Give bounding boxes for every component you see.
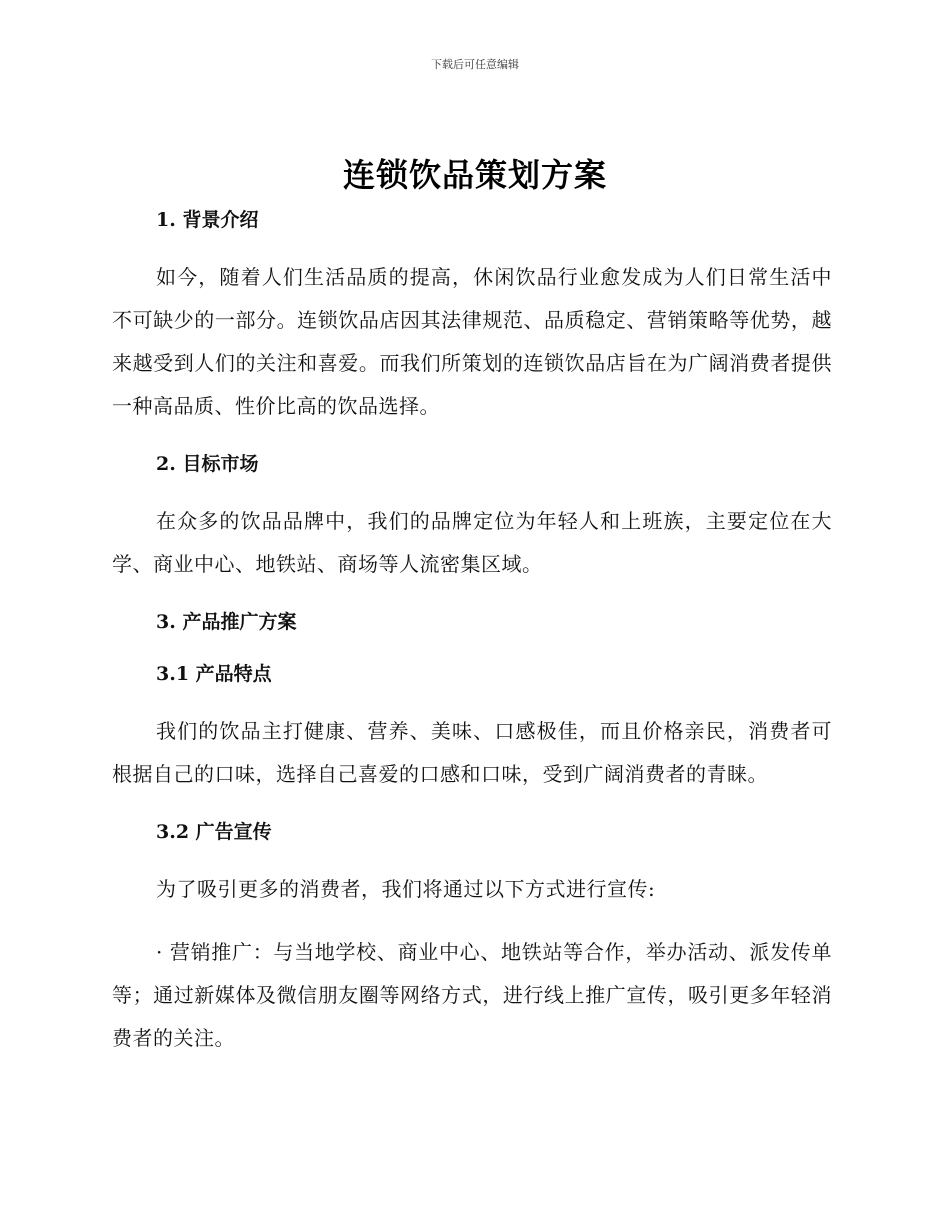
subsection-heading-advertising: 3.2 广告宣传 [156,821,272,843]
section-heading-background: 1. 背景介绍 [156,209,259,231]
subsection-heading-product-features: 3.1 产品特点 [156,663,272,685]
page-header-note: 下载后可任意编辑 [431,58,519,71]
paragraph-product-features: 我们的饮品主打健康、营养、美味、口感极佳，而且价格亲民，消费者可根据自己的口味，选择自己喜爱的口感和口味，受到广阔消费者的青睐。 [112,719,832,786]
section-heading-target-market: 2. 目标市场 [156,453,259,475]
paragraph-target-market: 在众多的饮品品牌中，我们的品牌定位为年轻人和上班族，主要定位在大学、商业中心、地铁站、商场等人流密集区域。 [112,509,832,576]
paragraph-advertising-intro: 为了吸引更多的消费者，我们将通过以下方式进行宣传: [156,877,656,901]
paragraph-background: 如今，随着人们生活品质的提高，休闲饮品行业愈发成为人们日常生活中不可缺少的一部分。连锁饮品店因其法律规范、品质稳定、营销策略等优势，越来越受到人们的关注和喜爱。而我们所策划的连锁饮品店旨在为广阔消费者提供一种高品质、性价比高的饮品选择。 [112,265,832,418]
document-title: 连锁饮品策划方案 [342,156,607,194]
document-body [112,204,832,1060]
section-heading-promotion-plan: 3. 产品推广方案 [156,611,297,633]
paragraph-marketing-bullet: · 营销推广：与当地学校、商业中心、地铁站等合作，举办活动、派发传单等；通过新媒体及微信朋友圈等网络方式，进行线上推广宣传，吸引更多年轻消费者的关注。 [112,940,832,1050]
